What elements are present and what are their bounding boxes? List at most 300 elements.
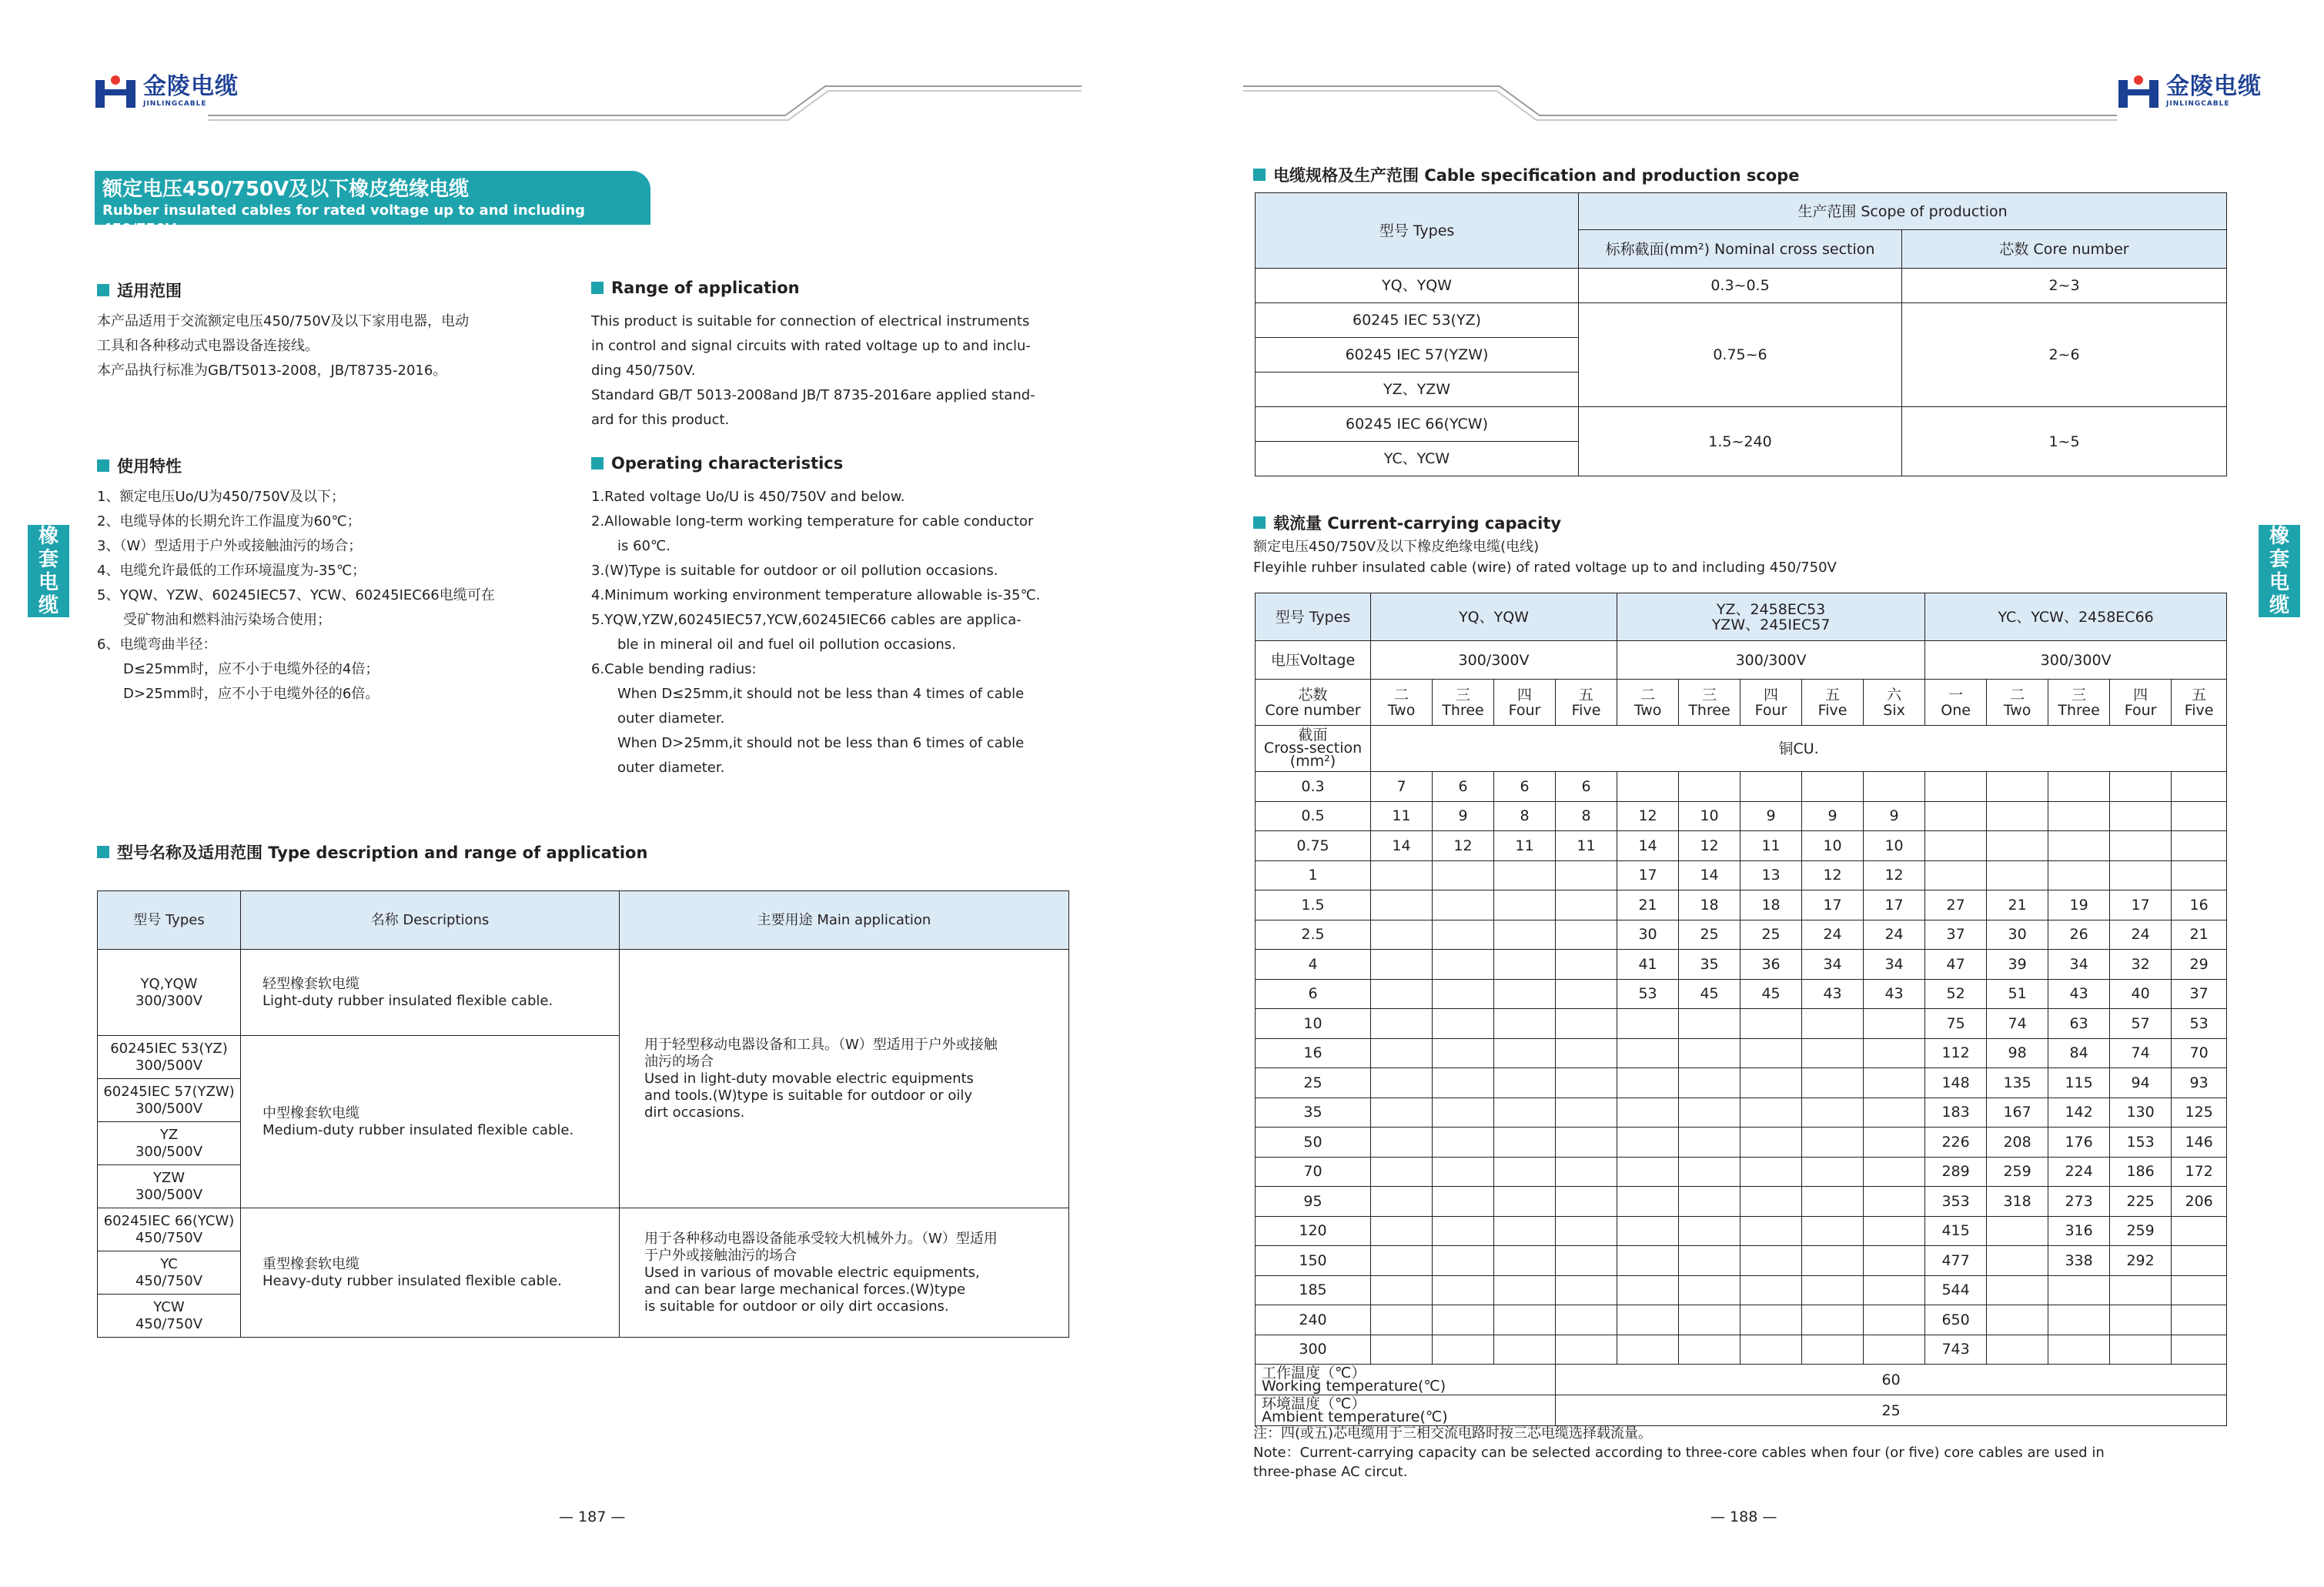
capacity-cell bbox=[2172, 1246, 2227, 1276]
capacity-cell bbox=[1556, 1246, 1617, 1276]
capacity-cell bbox=[1679, 1246, 1740, 1276]
capacity-cell bbox=[1740, 1009, 1802, 1039]
capacity-cell: 12 bbox=[1433, 831, 1494, 861]
cross-section-cell: 95 bbox=[1256, 1187, 1371, 1217]
capacity-cell: 21 bbox=[1617, 890, 1679, 920]
capacity-cell: 53 bbox=[2172, 1009, 2227, 1039]
type-cell: YC、YCW bbox=[1256, 442, 1579, 476]
capacity-cell bbox=[1371, 1128, 1433, 1158]
capacity-cell bbox=[1494, 1187, 1556, 1217]
capacity-cell bbox=[2048, 1335, 2110, 1365]
capacity-cell bbox=[1987, 860, 2048, 890]
capacity-cell bbox=[1802, 1335, 1864, 1365]
capacity-cell: 6 bbox=[1433, 772, 1494, 802]
capacity-cell: 98 bbox=[1987, 1038, 2048, 1068]
capacity-cell: 40 bbox=[2110, 979, 2172, 1009]
text-line: ble in mineral oil and fuel oil pollution occasions. bbox=[617, 636, 956, 653]
capacity-cell bbox=[1679, 772, 1740, 802]
capacity-cell bbox=[2172, 1305, 2227, 1335]
capacity-cell bbox=[1864, 1098, 1925, 1128]
side-tab-char: 套 bbox=[38, 548, 59, 571]
capacity-cell: 183 bbox=[1925, 1098, 1987, 1128]
capacity-cell bbox=[1864, 1068, 1925, 1098]
page-number-left: — 187 — bbox=[559, 1508, 626, 1525]
capacity-cell: 26 bbox=[2048, 920, 2110, 950]
capacity-cell: 45 bbox=[1679, 979, 1740, 1009]
type-cell: 60245IEC 66(YCW) 450/750V bbox=[98, 1208, 241, 1251]
capacity-cell: 37 bbox=[1925, 920, 1987, 950]
capacity-cell bbox=[1494, 950, 1556, 980]
core-cell: 五 Five bbox=[2172, 680, 2227, 726]
capacity-cell: 41 bbox=[1617, 950, 1679, 980]
text-line: outer diameter. bbox=[617, 760, 725, 776]
capacity-cell: 8 bbox=[1494, 801, 1556, 831]
cross-section-cell: 50 bbox=[1256, 1128, 1371, 1158]
core-cell: 五 Five bbox=[1556, 680, 1617, 726]
capacity-cell: 208 bbox=[1987, 1128, 2048, 1158]
text-line: 1、额定电压Uo/U为450/750V及以下； bbox=[97, 489, 345, 505]
text-line: outer diameter. bbox=[617, 710, 725, 727]
heading-text: 电缆规格及生产范围 Cable specification and production scope bbox=[1273, 166, 1800, 185]
brand-name-en: JINLINGCABLE bbox=[143, 100, 207, 108]
text-line: This product is suitable for connection of electrical instruments bbox=[591, 313, 1030, 329]
capacity-cell bbox=[1802, 1246, 1864, 1276]
capacity-cell bbox=[1864, 1216, 1925, 1246]
application-cell: 用于轻型移动电器设备和工具。（W）型适用于户外或接触 油污的场合 Used in light-duty movable electric equipments and tools.(W)type is suitable for outdoor or oily dirt occasions. bbox=[620, 950, 1069, 1208]
capacity-cell bbox=[1802, 1187, 1864, 1217]
text-line: 4、电缆允许最低的工作环境温度为-35℃； bbox=[97, 563, 366, 579]
table-row bbox=[1256, 860, 2227, 890]
capacity-cell bbox=[1433, 1098, 1494, 1128]
heading-text: Operating characteristics bbox=[611, 454, 844, 473]
capacity-cell: 30 bbox=[1617, 920, 1679, 950]
text-line: 1.Rated voltage Uo/U is 450/750V and below. bbox=[591, 489, 905, 505]
capacity-cell bbox=[1987, 1216, 2048, 1246]
capacity-cell bbox=[2172, 1335, 2227, 1365]
text-line: 6、电缆弯曲半径： bbox=[97, 636, 217, 653]
text-line: 2、电缆导体的长期允许工作温度为60℃； bbox=[97, 513, 361, 530]
capacity-cell bbox=[1679, 1275, 1740, 1305]
capacity-cell: 9 bbox=[1740, 801, 1802, 831]
section-heading-spec bbox=[1253, 163, 1800, 186]
text-line: ard for this product. bbox=[591, 412, 730, 428]
capacity-cell bbox=[1617, 1335, 1679, 1365]
table-row bbox=[1256, 890, 2227, 920]
capacity-cell: 14 bbox=[1617, 831, 1679, 861]
capacity-cell bbox=[1494, 1068, 1556, 1098]
table-row bbox=[1256, 1098, 2227, 1128]
heading-text: 使用特性 bbox=[117, 457, 182, 476]
row-label: 环境温度（℃） Ambient temperature(℃) bbox=[1256, 1395, 1556, 1426]
core-cell: 1~5 bbox=[1902, 407, 2227, 476]
capacity-cell: 11 bbox=[1556, 831, 1617, 861]
capacity-cell bbox=[2110, 1275, 2172, 1305]
table-row bbox=[1256, 1128, 2227, 1158]
capacity-cell bbox=[1556, 1157, 1617, 1187]
capacity-cell: 10 bbox=[1864, 831, 1925, 861]
capacity-cell: 477 bbox=[1925, 1246, 1987, 1276]
operating-cn-text bbox=[97, 485, 495, 707]
capacity-cell bbox=[1371, 1068, 1433, 1098]
capacity-cell: 172 bbox=[2172, 1157, 2227, 1187]
capacity-cell bbox=[1494, 1128, 1556, 1158]
heading-text: 适用范围 bbox=[117, 282, 182, 300]
row-label: 芯数 Core number bbox=[1256, 680, 1371, 726]
text-line: 工具和各种移动式电器设备连接线。 bbox=[97, 338, 319, 354]
table-row bbox=[1256, 1157, 2227, 1187]
capacity-cell bbox=[1433, 1038, 1494, 1068]
capacity-cell bbox=[1617, 1275, 1679, 1305]
capacity-cell: 289 bbox=[1925, 1157, 1987, 1187]
side-tab-left bbox=[28, 525, 69, 617]
table-row bbox=[1256, 1038, 2227, 1068]
capacity-cell: 29 bbox=[2172, 950, 2227, 980]
capacity-cell: 9 bbox=[1864, 801, 1925, 831]
cross-cell: 1.5~240 bbox=[1579, 407, 1902, 476]
capacity-cell bbox=[2110, 831, 2172, 861]
capacity-cell: 167 bbox=[1987, 1098, 2048, 1128]
type-cell: 60245 IEC 66(YCW) bbox=[1256, 407, 1579, 442]
capacity-cell: 24 bbox=[1802, 920, 1864, 950]
capacity-cell bbox=[1556, 1098, 1617, 1128]
capacity-cell bbox=[1617, 1305, 1679, 1335]
capacity-cell bbox=[1802, 1216, 1864, 1246]
brand-name-en: JINLINGCABLE bbox=[2166, 100, 2230, 108]
table-header: 型号 Types bbox=[98, 891, 241, 950]
capacity-cell bbox=[1740, 1157, 1802, 1187]
capacity-cell bbox=[1433, 1216, 1494, 1246]
capacity-cell: 12 bbox=[1802, 860, 1864, 890]
cross-cell: 0.3~0.5 bbox=[1579, 269, 1902, 303]
capacity-cell bbox=[1556, 950, 1617, 980]
capacity-cell: 12 bbox=[1864, 860, 1925, 890]
capacity-cell: 146 bbox=[2172, 1128, 2227, 1158]
section-heading-operating-cn bbox=[97, 454, 182, 477]
capacity-cell: 45 bbox=[1740, 979, 1802, 1009]
capacity-cell bbox=[1556, 1305, 1617, 1335]
capacity-cell bbox=[1433, 1275, 1494, 1305]
capacity-cell bbox=[1679, 1009, 1740, 1039]
text-line: 3.(W)Type is suitable for outdoor or oil pollution occasions. bbox=[591, 563, 998, 579]
cross-section-cell: 0.3 bbox=[1256, 772, 1371, 802]
table-row bbox=[1256, 950, 2227, 980]
cross-section-cell: 185 bbox=[1256, 1275, 1371, 1305]
capacity-cell: 316 bbox=[2048, 1216, 2110, 1246]
capacity-cell: 292 bbox=[2110, 1246, 2172, 1276]
capacity-cell: 36 bbox=[1740, 950, 1802, 980]
type-cell: YZ 300/500V bbox=[98, 1122, 241, 1165]
capacity-cell bbox=[2048, 801, 2110, 831]
text-line: 5、YQW、YZW、60245IEC57、YCW、60245IEC66电缆可在 bbox=[97, 587, 495, 603]
spec-table bbox=[1255, 192, 2227, 476]
capacity-cell bbox=[1371, 920, 1433, 950]
voltage-cell: 300/300V bbox=[1371, 641, 1617, 680]
capacity-cell bbox=[1371, 1157, 1433, 1187]
capacity-cell: 13 bbox=[1740, 860, 1802, 890]
capacity-cell bbox=[1864, 1128, 1925, 1158]
capacity-cell: 34 bbox=[1802, 950, 1864, 980]
capacity-cell bbox=[1740, 1038, 1802, 1068]
capacity-cell bbox=[2048, 1305, 2110, 1335]
row-label: 截面 Cross-section (mm²) bbox=[1256, 726, 1371, 772]
capacity-cell bbox=[1494, 860, 1556, 890]
capacity-cell: 415 bbox=[1925, 1216, 1987, 1246]
capacity-cell: 11 bbox=[1494, 831, 1556, 861]
capacity-cell bbox=[1925, 772, 1987, 802]
capacity-cell: 6 bbox=[1556, 772, 1617, 802]
capacity-cell bbox=[1864, 1038, 1925, 1068]
square-bullet-icon bbox=[1253, 169, 1266, 181]
capacity-cell: 53 bbox=[1617, 979, 1679, 1009]
capacity-cell: 32 bbox=[2110, 950, 2172, 980]
capacity-cell: 25 bbox=[1740, 920, 1802, 950]
side-tab-char: 橡 bbox=[38, 525, 59, 548]
capacity-cell bbox=[1371, 1275, 1433, 1305]
capacity-cell bbox=[1433, 979, 1494, 1009]
capacity-cell bbox=[1617, 1128, 1679, 1158]
capacity-cell bbox=[1679, 1128, 1740, 1158]
type-cell: 60245 IEC 57(YZW) bbox=[1256, 338, 1579, 373]
capacity-cell bbox=[1740, 1128, 1802, 1158]
capacity-cell: 75 bbox=[1925, 1009, 1987, 1039]
capacity-cell bbox=[1802, 1305, 1864, 1335]
cross-cell: 0.75~6 bbox=[1579, 303, 1902, 407]
capacity-cell bbox=[1617, 1009, 1679, 1039]
capacity-cell bbox=[1679, 1335, 1740, 1365]
text-line: D≤25mm时，应不小于电缆外径的4倍； bbox=[123, 661, 380, 677]
cross-section-cell: 0.75 bbox=[1256, 831, 1371, 861]
capacity-cell bbox=[1925, 860, 1987, 890]
capacity-cell: 259 bbox=[1987, 1157, 2048, 1187]
capacity-cell bbox=[1556, 860, 1617, 890]
capacity-cell bbox=[1433, 950, 1494, 980]
capacity-cell: 74 bbox=[1987, 1009, 2048, 1039]
capacity-cell bbox=[2110, 772, 2172, 802]
table-row bbox=[1256, 772, 2227, 802]
application-cell: 用于各种移动电器设备能承受较大机械外力。（W）型适用 于户外或接触油污的场合 Used in various of movable electric equipments, and can bear large mechanical forces.(W)type is suitable for outdoor or oily dirt occasions. bbox=[620, 1208, 1069, 1338]
capacity-cell bbox=[1925, 831, 1987, 861]
conductor-cell: 铜CU. bbox=[1371, 726, 2227, 772]
core-cell: 2~6 bbox=[1902, 303, 2227, 407]
capacity-cell: 47 bbox=[1925, 950, 1987, 980]
table-row bbox=[1256, 1009, 2227, 1039]
table-header: 生产范围 Scope of production bbox=[1579, 193, 2227, 230]
type-table bbox=[97, 890, 1069, 1338]
capacity-cell: 18 bbox=[1679, 890, 1740, 920]
capacity-cell bbox=[1617, 1068, 1679, 1098]
brand-name-cn: 金陵电缆 bbox=[2166, 73, 2262, 100]
row-label: 工作温度（℃） Working temperature(℃) bbox=[1256, 1365, 1556, 1395]
capacity-cell: 153 bbox=[2110, 1128, 2172, 1158]
capacity-cell: 63 bbox=[2048, 1009, 2110, 1039]
side-tab-char: 缆 bbox=[2269, 594, 2289, 617]
capacity-cell bbox=[1494, 1335, 1556, 1365]
group-header: YZ、2458EC53 YZW、245IEC57 bbox=[1617, 593, 1925, 641]
capacity-cell bbox=[1864, 1009, 1925, 1039]
core-cell: 四 Four bbox=[2110, 680, 2172, 726]
capacity-cell: 338 bbox=[2048, 1246, 2110, 1276]
table-header: 型号 Types bbox=[1256, 193, 1579, 269]
capacity-cell: 17 bbox=[2110, 890, 2172, 920]
side-tab-char: 橡 bbox=[2269, 525, 2289, 548]
side-tab-char: 缆 bbox=[38, 594, 59, 617]
core-cell: 三 Three bbox=[1679, 680, 1740, 726]
capacity-cell bbox=[1864, 1335, 1925, 1365]
cross-section-cell: 35 bbox=[1256, 1098, 1371, 1128]
capacity-cell bbox=[1556, 920, 1617, 950]
table-note: 注：四(或五)芯电缆用于三相交流电路时按三芯电缆选择载流量。 Note：Current-carrying capacity can be selected according to three-core cables when four (or five) core cables are used in three-phase AC circut. bbox=[1253, 1425, 2105, 1480]
capacity-cell bbox=[1556, 979, 1617, 1009]
capacity-cell: 74 bbox=[2110, 1038, 2172, 1068]
core-cell: 三 Three bbox=[2048, 680, 2110, 726]
capacity-cell bbox=[1556, 1187, 1617, 1217]
capacity-cell: 51 bbox=[1987, 979, 2048, 1009]
section-heading-type bbox=[97, 840, 647, 864]
capacity-cell bbox=[1371, 1305, 1433, 1335]
capacity-cell bbox=[1740, 1068, 1802, 1098]
capacity-cell: 43 bbox=[1864, 979, 1925, 1009]
table-header: 型号 Types bbox=[1256, 593, 1371, 641]
capacity-cell: 84 bbox=[2048, 1038, 2110, 1068]
text-line: Standard GB/T 5013-2008and JB/T 8735-2016are applied stand- bbox=[591, 387, 1035, 403]
group-header: YC、YCW、2458EC66 bbox=[1925, 593, 2227, 641]
capacity-cell: 17 bbox=[1802, 890, 1864, 920]
capacity-cell: 650 bbox=[1925, 1305, 1987, 1335]
cross-section-cell: 10 bbox=[1256, 1009, 1371, 1039]
capacity-cell bbox=[1617, 1157, 1679, 1187]
cross-section-cell: 4 bbox=[1256, 950, 1371, 980]
capacity-cell bbox=[1679, 1157, 1740, 1187]
capacity-cell bbox=[2110, 1335, 2172, 1365]
capacity-cell bbox=[1494, 1038, 1556, 1068]
type-cell: YQ,YQW 300/300V bbox=[98, 950, 241, 1036]
capacity-cell bbox=[1371, 1335, 1433, 1365]
capacity-cell bbox=[1556, 1275, 1617, 1305]
capacity-cell bbox=[1556, 1068, 1617, 1098]
table-header: 标称截面(mm²) Nominal cross section bbox=[1579, 230, 1902, 269]
capacity-cell: 94 bbox=[2110, 1068, 2172, 1098]
capacity-cell bbox=[1987, 801, 2048, 831]
cross-section-cell: 70 bbox=[1256, 1157, 1371, 1187]
capacity-cell bbox=[1433, 920, 1494, 950]
cross-section-cell: 120 bbox=[1256, 1216, 1371, 1246]
capacity-cell bbox=[1556, 1216, 1617, 1246]
capacity-cell: 18 bbox=[1740, 890, 1802, 920]
row-label: 电压Voltage bbox=[1256, 641, 1371, 680]
capacity-cell: 17 bbox=[1617, 860, 1679, 890]
capacity-cell bbox=[1371, 979, 1433, 1009]
capacity-cell bbox=[1433, 890, 1494, 920]
capacity-cell bbox=[1987, 1305, 2048, 1335]
core-cell: 二 Two bbox=[1617, 680, 1679, 726]
capacity-cell bbox=[1433, 860, 1494, 890]
capacity-cell bbox=[1556, 1038, 1617, 1068]
capacity-cell bbox=[1679, 1098, 1740, 1128]
core-cell: 二 Two bbox=[1987, 680, 2048, 726]
capacity-cell: 544 bbox=[1925, 1275, 1987, 1305]
capacity-cell: 226 bbox=[1925, 1128, 1987, 1158]
square-bullet-icon bbox=[591, 282, 604, 294]
capacity-cell: 11 bbox=[1371, 801, 1433, 831]
capacity-cell: 57 bbox=[2110, 1009, 2172, 1039]
capacity-cell bbox=[1679, 1305, 1740, 1335]
capacity-cell bbox=[1494, 1098, 1556, 1128]
core-cell: 二 Two bbox=[1371, 680, 1433, 726]
capacity-cell bbox=[1371, 1246, 1433, 1276]
capacity-cell bbox=[1740, 1335, 1802, 1365]
section-heading-operating-en bbox=[591, 454, 843, 473]
square-bullet-icon bbox=[97, 846, 109, 858]
heading-text: 载流量 Current-carrying capacity bbox=[1273, 514, 1562, 533]
capacity-cell: 34 bbox=[1864, 950, 1925, 980]
capacity-cell bbox=[1371, 1098, 1433, 1128]
capacity-cell bbox=[1617, 1187, 1679, 1217]
table-row bbox=[1256, 801, 2227, 831]
cross-section-cell: 2.5 bbox=[1256, 920, 1371, 950]
capacity-cell: 125 bbox=[2172, 1098, 2227, 1128]
capacity-cell bbox=[1802, 1038, 1864, 1068]
cross-section-cell: 25 bbox=[1256, 1068, 1371, 1098]
capacity-cell bbox=[1740, 1275, 1802, 1305]
capacity-cell: 12 bbox=[1679, 831, 1740, 861]
capacity-cell bbox=[2110, 1305, 2172, 1335]
capacity-cell bbox=[1556, 1128, 1617, 1158]
capacity-cell bbox=[1740, 1216, 1802, 1246]
capacity-cell bbox=[1802, 1068, 1864, 1098]
cross-section-cell: 150 bbox=[1256, 1246, 1371, 1276]
capacity-cell bbox=[1494, 1275, 1556, 1305]
capacity-cell: 14 bbox=[1371, 831, 1433, 861]
text-line: 本产品适用于交流额定电压450/750V及以下家用电器，电动 bbox=[97, 313, 470, 329]
capacity-cell: 176 bbox=[2048, 1128, 2110, 1158]
capacity-cell bbox=[2172, 860, 2227, 890]
table-row bbox=[1256, 1305, 2227, 1335]
voltage-cell: 300/300V bbox=[1925, 641, 2227, 680]
table-row bbox=[1256, 1275, 2227, 1305]
capacity-cell bbox=[1494, 979, 1556, 1009]
capacity-cell bbox=[1740, 772, 1802, 802]
capacity-cell bbox=[1740, 1305, 1802, 1335]
capacity-cell: 52 bbox=[1925, 979, 1987, 1009]
type-cell: 60245IEC 57(YZW) 300/500V bbox=[98, 1079, 241, 1122]
capacity-cell bbox=[1371, 1216, 1433, 1246]
capacity-cell: 25 bbox=[1679, 920, 1740, 950]
capacity-cell bbox=[1371, 1038, 1433, 1068]
core-cell: 五 Five bbox=[1802, 680, 1864, 726]
page-number-right: — 188 — bbox=[1710, 1508, 1777, 1525]
table-row bbox=[1256, 831, 2227, 861]
header-lines bbox=[0, 0, 2324, 131]
text-line: 4.Minimum working environment temperature allowable is-35℃. bbox=[591, 587, 1041, 603]
capacity-cell: 37 bbox=[2172, 979, 2227, 1009]
capacity-cell bbox=[1433, 1068, 1494, 1098]
capacity-cell bbox=[1864, 1246, 1925, 1276]
capacity-cell: 21 bbox=[1987, 890, 2048, 920]
capacity-cell: 353 bbox=[1925, 1187, 1987, 1217]
description-cell: 轻型橡套软电缆 Light-duty rubber insulated flexible cable. bbox=[241, 950, 620, 1036]
capacity-cell: 16 bbox=[2172, 890, 2227, 920]
square-bullet-icon bbox=[97, 284, 109, 296]
capacity-cell bbox=[1371, 890, 1433, 920]
capacity-cell: 130 bbox=[2110, 1098, 2172, 1128]
capacity-cell bbox=[2048, 1275, 2110, 1305]
table-row bbox=[1256, 1216, 2227, 1246]
table-row bbox=[1256, 1187, 2227, 1217]
capacity-cell bbox=[2048, 831, 2110, 861]
capacity-cell: 8 bbox=[1556, 801, 1617, 831]
capacity-cell bbox=[2172, 772, 2227, 802]
capacity-cell bbox=[2172, 1216, 2227, 1246]
